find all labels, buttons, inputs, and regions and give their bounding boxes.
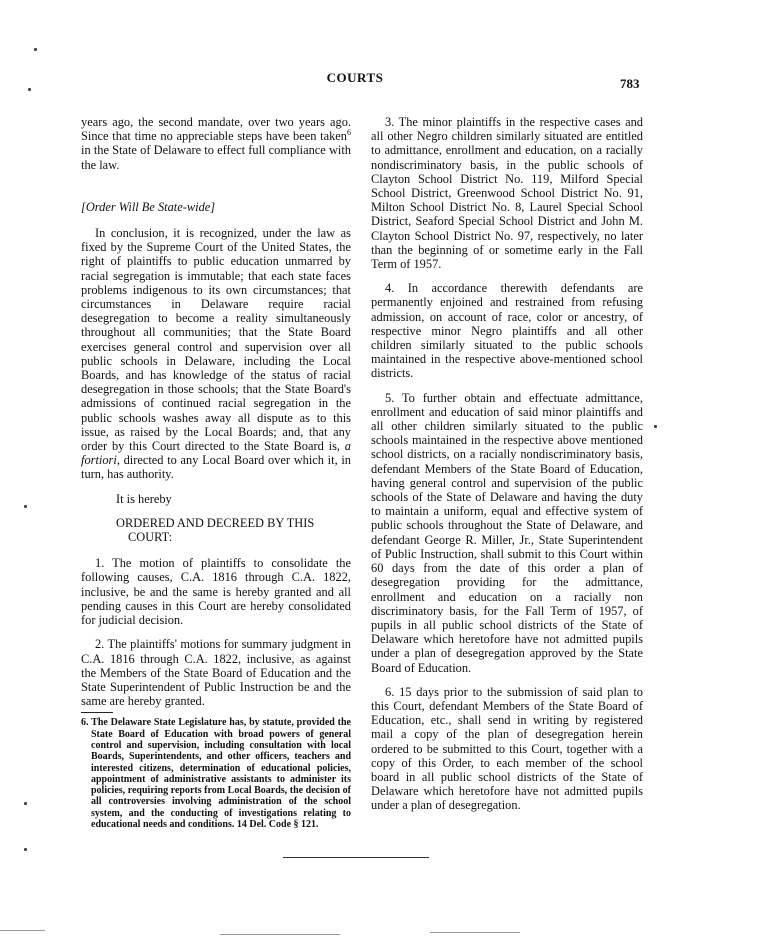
scan-artifact-line xyxy=(430,932,520,933)
order-item-1: 1. The motion of plaintiffs to consolidate the following causes, C.A. 1816 through C.A. 1822, inclusive, be and the same is hereby granted and all pending causes in this Court are hereby consolidated for judicial decision. xyxy=(81,556,351,628)
order-item-5: 5. To further obtain and effectuate admittance, enrollment and education of said minor plaintiffs and all other children similarly situated to the public schools maintained in the respective above mentioned school districts, on a racially nondiscriminatory basis, defendant Members of the State Board of Education, having general control and supervision of the public schools of the State of Delaware and having the duty to maintain a uniform, equal and effective system of public schools throughout the State of Delaware, and defendant George R. Miller, Jr., State Superintendent of Public Instruction, shall submit to this Court within 60 days from the date of this order a plan of desegregation providing for the admittance, enrollment and education on a racially non discriminatory basis, for the Fall Term of 1957, of pupils in all public school districts of the State of Delaware which heretofore have not admitted pupils under a plan of desegregation approved by the State Board of Education. xyxy=(371,390,643,675)
footnote: 6. The Delaware State Legislature has, by statute, provided the State Board of Education with broad powers of general control and supervision, including consultation with local Boards, Superintendents, and other officers, teachers and interested citizens, determination of educational policies, appointment of administrative assistants to administer its policies, requiring reports from Local Boards, the decision of all controversies involving administration of the school system, and the conducting of investigations relating to educational needs and conditions. 14 Del. Code § 121. xyxy=(81,717,351,830)
scan-speck xyxy=(28,88,31,91)
running-title: COURTS xyxy=(326,70,384,85)
right-column xyxy=(371,115,643,823)
scan-artifact-line xyxy=(0,930,45,931)
scan-speck xyxy=(34,48,37,51)
section-heading: [Order Will Be State-wide] xyxy=(81,199,216,214)
italic-phrase: a fortiori xyxy=(81,439,351,468)
scan-speck xyxy=(24,802,27,805)
scan-speck xyxy=(24,848,27,851)
paragraph-conclusion xyxy=(81,226,351,482)
ordered-line-1: ORDERED AND DECREED BY THIS xyxy=(116,515,315,530)
paragraph-text-end: , directed to any Local Board over which it, in turn, has authority. xyxy=(81,453,351,482)
order-item-2: 2. The plaintiffs' motions for summary judgment in C.A. 1816 through C.A. 1822, inclusive, as against the Members of the State Board of Education and the State Superintendent of Public Instruction be and the same are hereby granted. xyxy=(81,637,351,709)
paragraph-text: years ago, the second mandate, over two years ago. Since that time no appreciable steps have been taken xyxy=(81,115,351,144)
scan-speck xyxy=(24,505,27,508)
scan-speck xyxy=(654,425,657,428)
left-column xyxy=(81,115,351,840)
ordered-line-2: COURT: xyxy=(128,530,173,545)
footnote-marker: 6 xyxy=(347,128,351,138)
order-item-4: 4. In accordance therewith defendants are permanently enjoined and restrained from refusing admission, on account of race, color or ancestry, of respective minor Negro plaintiffs and all other children similarly situated to the public schools maintained in the respective above-mentioned school districts. xyxy=(371,281,643,381)
paragraph-text-end: in the State of Delaware to effect full compliance with the law. xyxy=(81,143,351,172)
paragraph-text: In conclusion, it is recognized, under the law as fixed by the Supreme Court of the United States, the right of plaintiffs to public education unmarred by racial segregation is immutable; that each state faces problems indigenous to its own circumstances; that circumstances in Delaware require racial desegregation to become a reality simultaneously throughout all communities; that the State Board exercises general control and supervision over all public schools in Delaware, including the Local Boards, and has knowledge of the status of racial desegregation in those schools; that the State Board's admissions of continued racial segregation in the public schools washes away all dispute as to this issue, as raised by the Local Boards; and, that any order by this Court directed to the State Board is, xyxy=(81,226,351,454)
end-rule xyxy=(283,857,429,858)
scan-artifact-line xyxy=(220,934,340,935)
footnote-rule xyxy=(81,712,113,713)
order-item-3: 3. The minor plaintiffs in the respective cases and all other Negro children similarly situated are entitled to admittance, enrollment and education, on a racially nondiscriminatory basis, in the public schools of Clayton School District No. 119, Milford Special School District, Greenwood School District No. 91, Milton School District No. 8, Laurel Special School District, Seaford Special School District and John M. Clayton School District No. 97, respectively, no later than the beginning of or sometime early in the Fall Term of 1957. xyxy=(371,115,643,272)
page-number: 783 xyxy=(620,76,640,91)
ordered-heading xyxy=(116,516,351,544)
order-item-6: 6. 15 days prior to the submission of said plan to this Court, defendant Members of the State Board of Education, etc., shall send in writing by registered mail a copy of the plan of desegregation herein ordered to be submitted to this Court, together with a copy of this Order, to each member of the school board in all public school districts of the State of Delaware which heretofore have not admitted pupils under a plan of desegregation. xyxy=(371,684,643,813)
paragraph-continuation xyxy=(81,115,351,172)
it-is-hereby: It is hereby xyxy=(116,491,172,506)
